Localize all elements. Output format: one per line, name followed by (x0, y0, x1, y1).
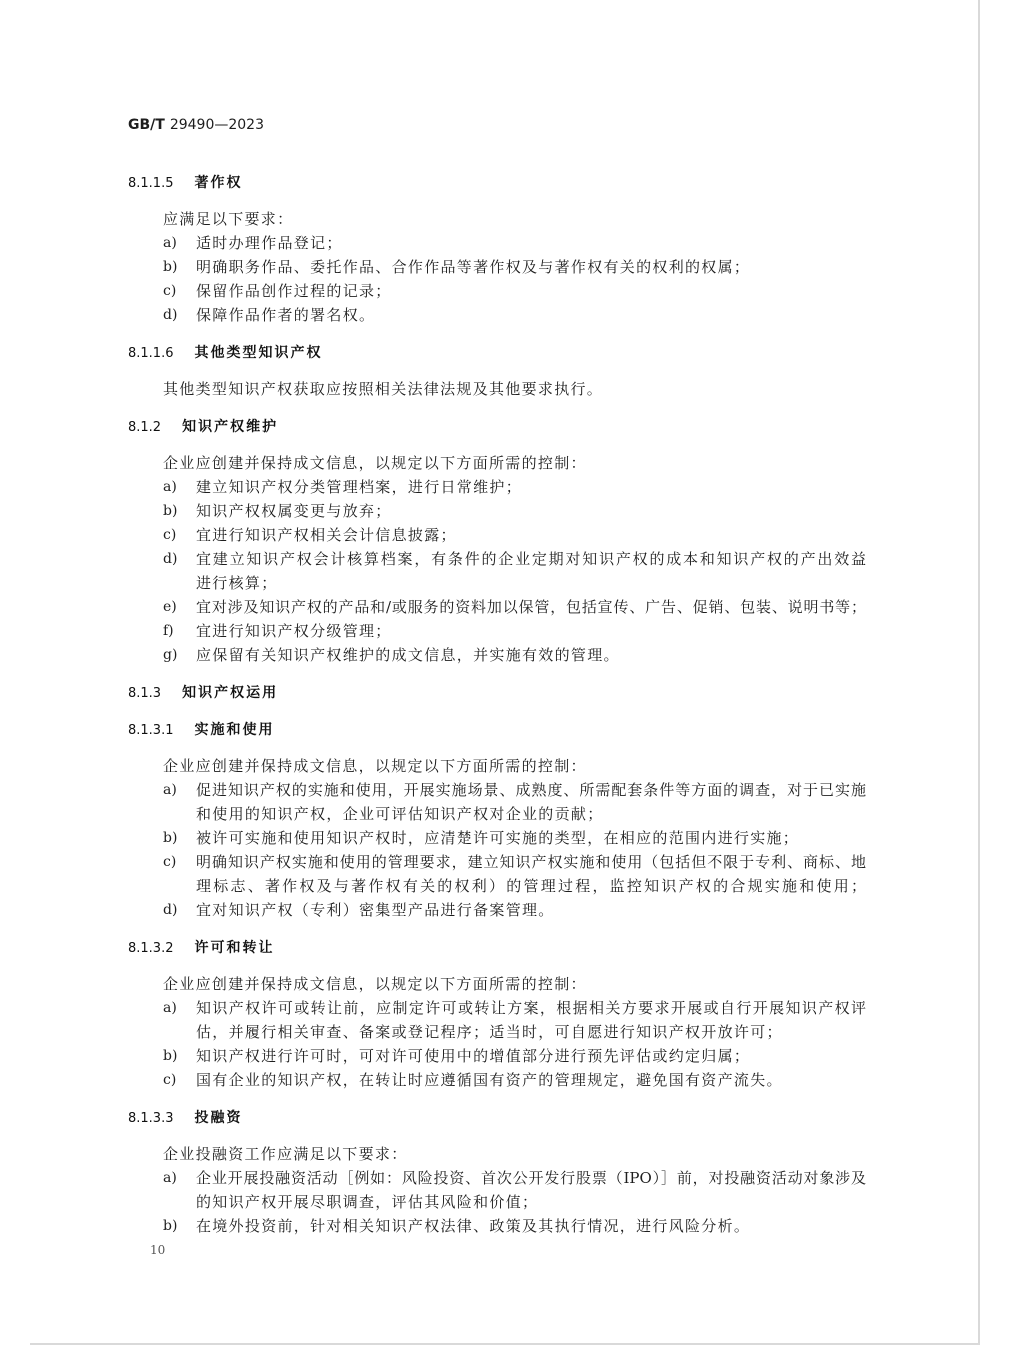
list-item-text: 宜对涉及知识产权的产品和/或服务的资料加以保管，包括宣传、广告、促销、包装、说明书等； (196, 598, 866, 616)
list-item-text: 知识产权权属变更与放弃； (196, 502, 392, 520)
list-item-text: 在境外投资前，针对相关知识产权法律、政策及其执行情况，进行风险分析。 (196, 1217, 751, 1235)
section-heading (0, 717, 1011, 741)
section-intro-paragraph: 企业投融资工作应满足以下要求： (163, 1145, 408, 1163)
list-item-text-line: 明确知识产权实施和使用的管理要求，建立知识产权实施和使用（包括但不限于专利、商标、地 (196, 853, 866, 871)
section-heading (0, 935, 1011, 959)
list-item-text: 保留作品创作过程的记录； (196, 282, 392, 300)
list-marker: b) (163, 503, 178, 519)
list-item-text-line: 宜建立知识产权会计核算档案，有条件的企业定期对知识产权的成本和知识产权的产出效益 (196, 550, 866, 568)
list-item-text: 建立知识产权分类管理档案，进行日常维护； (196, 478, 523, 496)
list-item (0, 778, 1011, 826)
section-title: 知识产权维护 (182, 419, 279, 435)
list-item (0, 1214, 1011, 1238)
list-item-text-line: 进行核算； (196, 574, 278, 592)
list-marker: c) (163, 283, 177, 299)
list-item (0, 231, 1011, 255)
section-intro-paragraph: 其他类型知识产权获取应按照相关法律法规及其他要求执行。 (163, 380, 604, 398)
list-marker: b) (163, 259, 178, 275)
list-marker: c) (163, 1072, 177, 1088)
list-item-text: 适时办理作品登记； (196, 234, 343, 252)
list-marker: e) (163, 599, 177, 615)
list-item-text: 宜对知识产权（专利）密集型产品进行备案管理。 (196, 901, 555, 919)
section-number: 8.1.3.2 (128, 941, 174, 956)
list-item (0, 1044, 1011, 1068)
list-item-text: 被许可实施和使用知识产权时，应清楚许可实施的类型，在相应的范围内进行实施； (196, 829, 800, 847)
list-item-text: 明确职务作品、委托作品、合作作品等著作权及与著作权有关的权利的权属； (196, 258, 751, 276)
section-number: 8.1.1.6 (128, 346, 174, 361)
list-marker: a) (163, 235, 177, 251)
section-intro-paragraph: 企业应创建并保持成文信息，以规定以下方面所需的控制： (163, 975, 587, 993)
list-item (0, 523, 1011, 547)
list-marker: a) (163, 1170, 177, 1186)
list-marker: b) (163, 1048, 178, 1064)
section-heading (0, 414, 1011, 438)
section-heading (0, 340, 1011, 364)
section-number: 8.1.3.3 (128, 1111, 174, 1126)
section-number: 8.1.3.1 (128, 723, 174, 738)
list-marker: b) (163, 830, 178, 846)
list-marker: g) (163, 647, 178, 663)
section-title: 投融资 (194, 1110, 243, 1126)
list-item-text-line: 估，并履行相关审查、备案或登记程序；适当时，可自愿进行知识产权开放许可； (196, 1023, 783, 1041)
list-item (0, 826, 1011, 850)
section-heading (0, 680, 1011, 704)
list-item (0, 475, 1011, 499)
section-intro-paragraph: 企业应创建并保持成文信息，以规定以下方面所需的控制： (163, 454, 587, 472)
list-marker: a) (163, 782, 177, 798)
list-item (0, 619, 1011, 643)
list-marker: c) (163, 854, 177, 870)
list-item-text: 宜进行知识产权相关会计信息披露； (196, 526, 457, 544)
list-marker: d) (163, 307, 178, 323)
list-item (0, 996, 1011, 1044)
list-item (0, 279, 1011, 303)
list-marker: d) (163, 902, 178, 918)
list-item (0, 499, 1011, 523)
section-number: 8.1.2 (128, 420, 162, 435)
standard-code-prefix: GB/T (128, 117, 165, 133)
list-item-text: 应保留有关知识产权维护的成文信息，并实施有效的管理。 (196, 646, 620, 664)
list-item (0, 850, 1011, 898)
list-item (0, 595, 1011, 619)
list-item-text-line: 企业开展投融资活动［例如：风险投资、首次公开发行股票（IPO）］前，对投融资活动对象涉及 (196, 1169, 866, 1187)
page-number: 10 (150, 1243, 166, 1257)
list-item-text-line: 促进知识产权的实施和使用，开展实施场景、成熟度、所需配套条件等方面的调查，对于已实施 (196, 781, 866, 799)
list-item (0, 547, 1011, 595)
list-item (0, 1068, 1011, 1092)
section-title: 实施和使用 (194, 722, 275, 738)
list-item-text: 宜进行知识产权分级管理； (196, 622, 392, 640)
section-title: 知识产权运用 (182, 685, 279, 701)
section-title: 许可和转让 (194, 940, 275, 956)
section-title: 著作权 (194, 175, 243, 191)
list-marker: a) (163, 1000, 177, 1016)
list-marker: d) (163, 551, 178, 567)
list-item (0, 643, 1011, 667)
section-heading (0, 1105, 1011, 1129)
section-title: 其他类型知识产权 (194, 345, 323, 361)
section-intro-paragraph: 企业应创建并保持成文信息，以规定以下方面所需的控制： (163, 757, 587, 775)
list-marker: a) (163, 479, 177, 495)
list-item-text-line: 理标志、著作权及与著作权有关的权利）的管理过程，监控知识产权的合规实施和使用； (196, 877, 866, 895)
section-intro-paragraph: 应满足以下要求： (163, 210, 294, 228)
list-item-text: 保障作品作者的署名权。 (196, 306, 376, 324)
list-item (0, 898, 1011, 922)
list-item (0, 303, 1011, 327)
list-item-text-line: 和使用的知识产权，企业可评估知识产权对企业的贡献； (196, 805, 604, 823)
standard-code (128, 113, 264, 137)
list-item (0, 1166, 1011, 1214)
list-item-text-line: 的知识产权开展尽职调查，评估其风险和价值； (196, 1193, 539, 1211)
list-item-text-line: 知识产权许可或转让前，应制定许可或转让方案，根据相关方要求开展或自行开展知识产权评 (196, 999, 866, 1017)
list-marker: f) (163, 623, 174, 639)
list-marker: c) (163, 527, 177, 543)
list-item (0, 255, 1011, 279)
section-heading (0, 170, 1011, 194)
document-body (0, 157, 1011, 1238)
list-marker: b) (163, 1218, 178, 1234)
list-item-text: 知识产权进行许可时，可对许可使用中的增值部分进行预先评估或约定归属； (196, 1047, 751, 1065)
list-item-text: 国有企业的知识产权，在转让时应遵循国有资产的管理规定，避免国有资产流失。 (196, 1071, 783, 1089)
standard-code-number: 29490—2023 (169, 117, 264, 133)
section-number: 8.1.3 (128, 686, 162, 701)
section-number: 8.1.1.5 (128, 176, 174, 191)
